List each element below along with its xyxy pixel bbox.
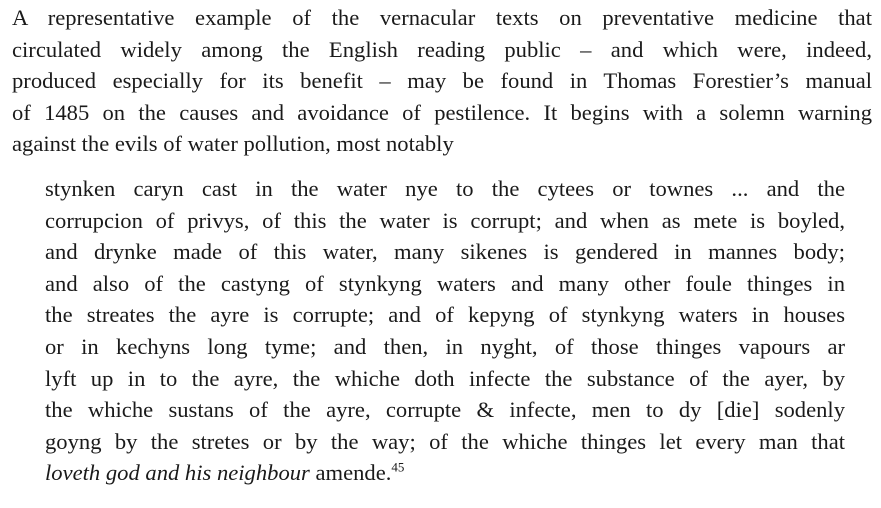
quote-line-ending: amende. [309,460,392,486]
quote-line: the streates the ayre is corrupte; and of kepyng of stynkyng waters in houses [45,302,845,328]
quote-line: and drynke made of this water, many sikenes is gendered in mannes body; [45,239,845,265]
quote-line: corrupcion of privys, of this the water is corrupt; and when as mete is boyled, [45,207,845,233]
paragraph-line: against the evils of water pollution, most notably [12,131,454,157]
block-quote [45,173,845,489]
quote-line: lyft up in to the ayre, the whiche doth infecte the substance of the ayer, by [45,365,845,391]
quote-line: the whiche sustans of the ayre, corrupte & infecte, men to dy [die] sodenly [45,397,845,423]
footnote-reference[interactable]: 45 [391,459,405,475]
quote-line: and also of the castyng of stynkyng waters and many other foule thinges in [45,270,845,296]
paragraph-line: A representative example of the vernacular texts on preventative medicine that [12,5,872,30]
paragraph-line: circulated widely among the English reading public – and which were, indeed, [12,36,872,62]
quote-line: goyng by the stretes or by the way; of the whiche thinges let every man that [45,428,845,454]
italic-phrase: loveth god and his neighbour [45,460,310,486]
quote-line: stynken caryn cast in the water nye to the cytees or townes ... and the [45,176,845,201]
quote-line: or in kechyns long tyme; and then, in nyght, of those thinges vapours ar [45,333,845,359]
paragraph-line: of 1485 on the causes and avoidance of pestilence. It begins with a solemn warning [12,99,872,125]
quote-last-line [45,457,845,489]
body-paragraph [12,2,872,160]
paragraph-line: produced especially for its benefit – may be found in Thomas Forestier’s manual [12,68,872,94]
